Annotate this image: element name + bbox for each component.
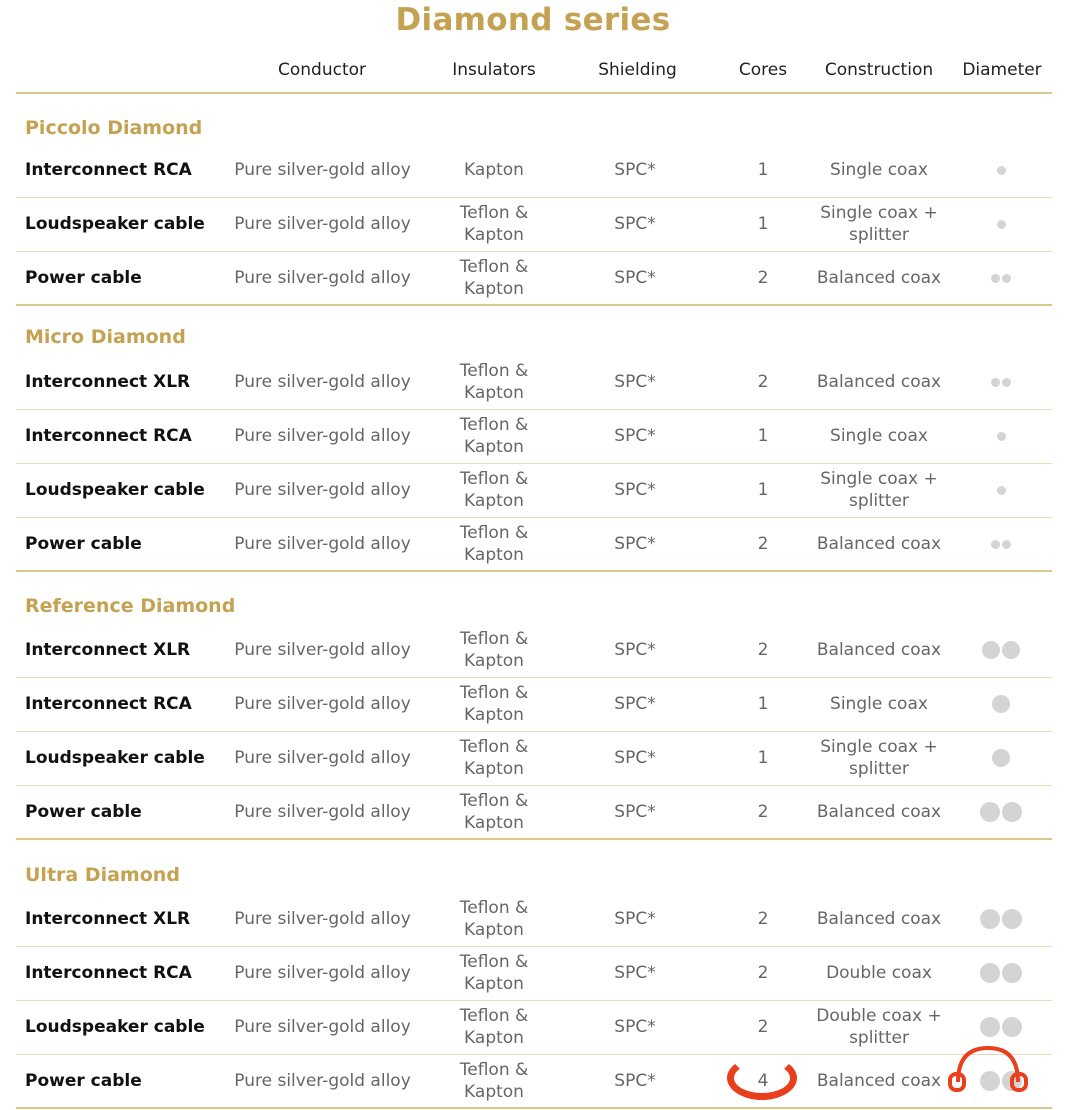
shielding-cell: SPC* <box>614 480 656 500</box>
conductor-cell: Pure silver-gold alloy <box>234 909 411 929</box>
table-row <box>0 143 1066 197</box>
header-rule <box>16 92 1052 94</box>
table-row <box>0 892 1066 946</box>
table-row <box>0 355 1066 409</box>
shielding-cell: SPC* <box>614 909 656 929</box>
diameter-cell <box>962 677 1040 731</box>
diameter-dot-icon <box>1002 641 1020 659</box>
cable-name: Interconnect RCA <box>25 963 192 983</box>
insulators-cell: Teflon & Kapton <box>459 203 529 245</box>
conductor-cell: Pure silver-gold alloy <box>234 372 411 392</box>
construction-cell: Single coax + splitter <box>820 737 938 779</box>
diameter-dot-icon <box>980 909 1000 929</box>
column-header-shielding: Shielding <box>598 60 677 80</box>
conductor-cell: Pure silver-gold alloy <box>234 426 411 446</box>
cable-name: Interconnect XLR <box>25 640 191 660</box>
cable-name: Interconnect XLR <box>25 909 191 929</box>
shielding-cell: SPC* <box>614 963 656 983</box>
cable-name: Power cable <box>25 534 142 554</box>
column-header-conductor: Conductor <box>277 60 366 80</box>
diameter-dot-icon <box>991 378 1000 387</box>
cores-cell: 2 <box>757 534 769 554</box>
cable-name: Interconnect RCA <box>25 426 192 446</box>
diameter-dot-icon <box>980 963 1000 983</box>
cable-name: Power cable <box>25 268 142 288</box>
headphone-watermark-icon <box>938 1040 1038 1106</box>
conductor-cell: Pure silver-gold alloy <box>234 802 411 822</box>
cores-cell: 1 <box>757 160 769 180</box>
insulators-cell: Teflon & Kapton <box>459 415 529 457</box>
conductor-cell: Pure silver-gold alloy <box>234 694 411 714</box>
cores-cell: 1 <box>757 480 769 500</box>
table-row <box>0 517 1066 571</box>
column-header-cores: Cores <box>738 60 788 80</box>
column-header-construction: Construction <box>824 60 934 80</box>
construction-cell: Balanced coax <box>816 802 942 822</box>
table-row <box>0 946 1066 1000</box>
cable-name: Interconnect RCA <box>25 694 192 714</box>
insulators-cell: Teflon & Kapton <box>459 1006 529 1048</box>
shielding-cell: SPC* <box>614 268 656 288</box>
construction-cell: Balanced coax <box>816 372 942 392</box>
insulators-cell: Teflon & Kapton <box>459 737 529 779</box>
construction-cell: Balanced coax <box>816 909 942 929</box>
construction-cell: Single coax + splitter <box>820 469 938 511</box>
construction-cell: Single coax + splitter <box>820 203 938 245</box>
diameter-dot-icon <box>992 749 1010 767</box>
insulators-cell: Teflon & Kapton <box>459 952 529 994</box>
construction-cell: Balanced coax <box>816 640 942 660</box>
diameter-cell <box>962 409 1040 463</box>
cores-cell: 2 <box>757 802 769 822</box>
conductor-cell: Pure silver-gold alloy <box>234 1017 411 1037</box>
insulators-cell: Kapton <box>464 160 524 180</box>
table-row <box>0 677 1066 731</box>
diameter-cell <box>962 623 1040 677</box>
shielding-cell: SPC* <box>614 748 656 768</box>
diameter-cell <box>962 355 1040 409</box>
column-header-insulators: Insulators <box>452 60 536 80</box>
section-title: Ultra Diamond <box>25 864 180 886</box>
cable-name: Power cable <box>25 802 142 822</box>
diameter-cell <box>962 892 1040 946</box>
diameter-cell <box>962 197 1040 251</box>
diameter-cell <box>962 251 1040 305</box>
shielding-cell: SPC* <box>614 534 656 554</box>
cable-name: Loudspeaker cable <box>25 748 205 768</box>
table-row <box>0 623 1066 677</box>
diameter-dot-icon <box>1002 274 1011 283</box>
cores-cell: 1 <box>757 748 769 768</box>
section-divider <box>16 570 1052 572</box>
diameter-dot-icon <box>980 802 1000 822</box>
diameter-dot-icon <box>991 540 1000 549</box>
construction-cell: Single coax <box>830 694 928 714</box>
table-row <box>0 463 1066 517</box>
diameter-dot-icon <box>997 486 1006 495</box>
diameter-dot-icon <box>1002 963 1022 983</box>
diameter-dot-icon <box>997 166 1006 175</box>
diameter-cell <box>962 946 1040 1000</box>
construction-cell: Double coax + splitter <box>816 1006 942 1048</box>
diameter-cell <box>962 463 1040 517</box>
insulators-cell: Teflon & Kapton <box>459 469 529 511</box>
cores-cell: 2 <box>757 909 769 929</box>
cores-cell: 2 <box>757 963 769 983</box>
cores-cell: 1 <box>757 426 769 446</box>
shielding-cell: SPC* <box>614 694 656 714</box>
conductor-cell: Pure silver-gold alloy <box>234 963 411 983</box>
diameter-cell <box>962 785 1040 839</box>
cores-cell: 2 <box>757 1017 769 1037</box>
construction-cell: Balanced coax <box>816 268 942 288</box>
section-title: Micro Diamond <box>25 326 186 348</box>
construction-cell: Single coax <box>830 160 928 180</box>
conductor-cell: Pure silver-gold alloy <box>234 214 411 234</box>
cores-cell: 2 <box>757 372 769 392</box>
shielding-cell: SPC* <box>614 214 656 234</box>
cores-cell: 1 <box>757 214 769 234</box>
cable-name: Interconnect XLR <box>25 372 191 392</box>
section-title: Piccolo Diamond <box>25 117 203 139</box>
insulators-cell: Teflon & Kapton <box>459 523 529 565</box>
shielding-cell: SPC* <box>614 1017 656 1037</box>
section-divider <box>16 304 1052 306</box>
table-row <box>0 197 1066 251</box>
cores-cell: 4 <box>757 1071 769 1091</box>
insulators-cell: Teflon & Kapton <box>459 898 529 940</box>
conductor-cell: Pure silver-gold alloy <box>234 160 411 180</box>
conductor-cell: Pure silver-gold alloy <box>234 480 411 500</box>
cable-name: Loudspeaker cable <box>25 1017 205 1037</box>
construction-cell: Balanced coax <box>816 534 942 554</box>
diameter-dot-icon <box>997 432 1006 441</box>
shielding-cell: SPC* <box>614 426 656 446</box>
shielding-cell: SPC* <box>614 1071 656 1091</box>
table-row <box>0 785 1066 839</box>
diameter-dot-icon <box>1002 909 1022 929</box>
construction-cell: Double coax <box>826 963 932 983</box>
cable-name: Loudspeaker cable <box>25 214 205 234</box>
shielding-cell: SPC* <box>614 372 656 392</box>
conductor-cell: Pure silver-gold alloy <box>234 268 411 288</box>
construction-cell: Single coax <box>830 426 928 446</box>
table-row <box>0 409 1066 463</box>
column-header-diameter: Diameter <box>962 60 1042 80</box>
table-row <box>0 1054 1066 1108</box>
insulators-cell: Teflon & Kapton <box>459 257 529 299</box>
insulators-cell: Teflon & Kapton <box>459 1060 529 1102</box>
diameter-dot-icon <box>1002 540 1011 549</box>
diameter-dot-icon <box>1002 378 1011 387</box>
red-circle-annotation <box>727 1056 797 1100</box>
shielding-cell: SPC* <box>614 640 656 660</box>
cable-name: Power cable <box>25 1071 142 1091</box>
section-divider <box>16 838 1052 840</box>
cable-name: Interconnect RCA <box>25 160 192 180</box>
construction-cell: Balanced coax <box>816 1071 942 1091</box>
diameter-dot-icon <box>1002 1017 1022 1037</box>
conductor-cell: Pure silver-gold alloy <box>234 534 411 554</box>
diameter-dot-icon <box>997 220 1006 229</box>
diameter-cell <box>962 143 1040 197</box>
cable-name: Loudspeaker cable <box>25 480 205 500</box>
table-row <box>0 731 1066 785</box>
conductor-cell: Pure silver-gold alloy <box>234 640 411 660</box>
page-title: Diamond series <box>395 2 671 38</box>
shielding-cell: SPC* <box>614 160 656 180</box>
diameter-cell <box>962 517 1040 571</box>
conductor-cell: Pure silver-gold alloy <box>234 748 411 768</box>
section-title: Reference Diamond <box>25 595 236 617</box>
table-row <box>0 1000 1066 1054</box>
cores-cell: 2 <box>757 268 769 288</box>
diameter-dot-icon <box>1002 802 1022 822</box>
insulators-cell: Teflon & Kapton <box>459 683 529 725</box>
insulators-cell: Teflon & Kapton <box>459 629 529 671</box>
conductor-cell: Pure silver-gold alloy <box>234 1071 411 1091</box>
diameter-dot-icon <box>992 695 1010 713</box>
insulators-cell: Teflon & Kapton <box>459 361 529 403</box>
diameter-dot-icon <box>980 1017 1000 1037</box>
section-divider <box>16 1107 1052 1109</box>
cores-cell: 2 <box>757 640 769 660</box>
diameter-dot-icon <box>991 274 1000 283</box>
cores-cell: 1 <box>757 694 769 714</box>
diameter-dot-icon <box>982 641 1000 659</box>
diameter-cell <box>962 731 1040 785</box>
insulators-cell: Teflon & Kapton <box>459 791 529 833</box>
shielding-cell: SPC* <box>614 802 656 822</box>
table-row <box>0 251 1066 305</box>
